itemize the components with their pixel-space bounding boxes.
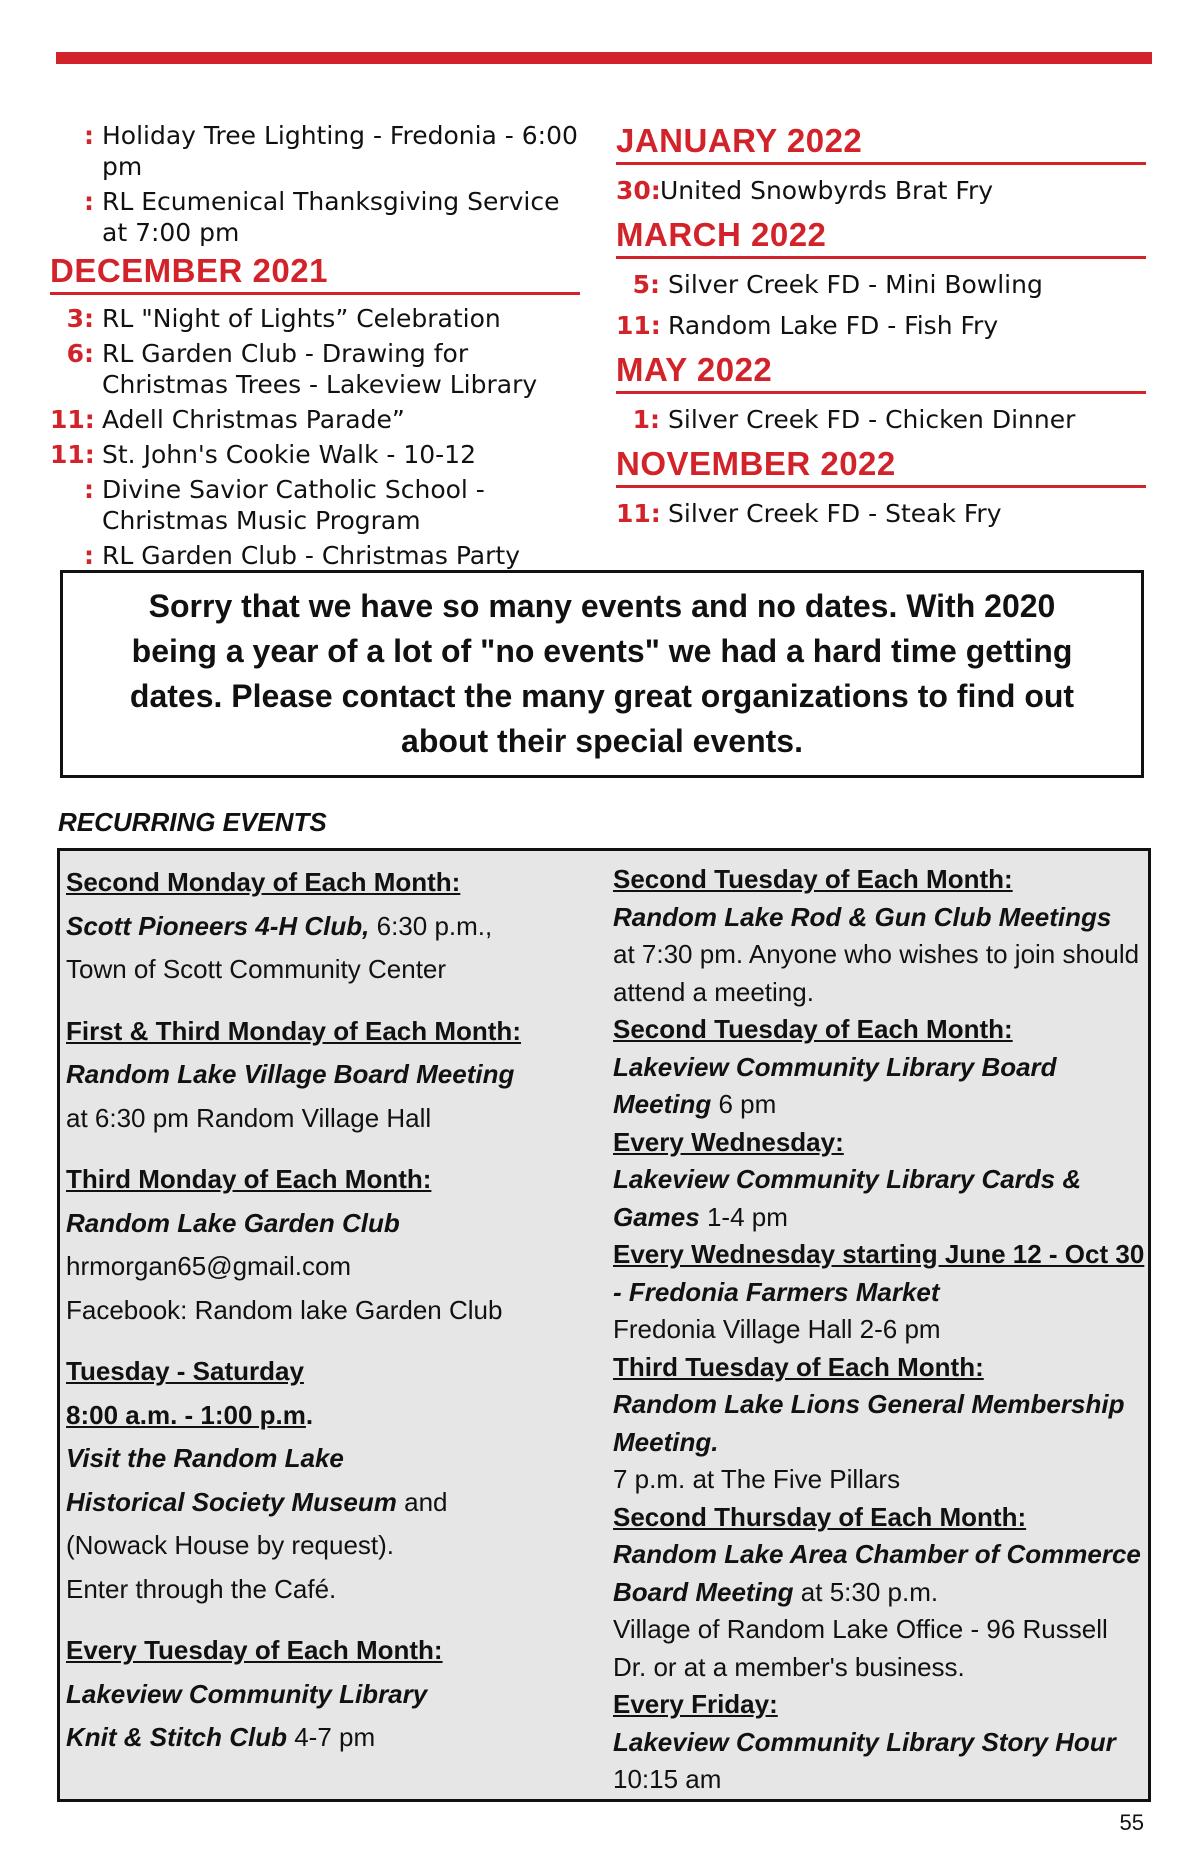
event-name: Random Lake Village Board Meeting xyxy=(66,1059,515,1089)
event-email: hrmorgan65@gmail.com xyxy=(66,1251,352,1281)
event-date: : xyxy=(84,475,94,504)
event-name: Lakeview Community Library Cards & Games xyxy=(613,1164,1082,1232)
event-date: 11: xyxy=(50,405,95,434)
recurring-schedule: Second Thursday of Each Month: xyxy=(613,1501,1027,1532)
event-detail: at 7:30 pm. Anyone who wishes to join should attend a meeting. xyxy=(613,939,1140,1007)
event-name: Random Lake Area Chamber of Commerce Board Meeting xyxy=(613,1539,1141,1607)
event-date: 30: xyxy=(616,176,661,205)
event-text: Adell Christmas Parade” xyxy=(102,405,405,434)
recurring-schedule: Every Wednesday starting June 12 - Oct 30 xyxy=(613,1239,1145,1269)
event-detail: (Nowack House by request). xyxy=(66,1530,395,1560)
recurring-schedule: Third Tuesday of Each Month: xyxy=(613,1351,984,1382)
event-detail: Enter through the Café. xyxy=(66,1573,337,1604)
event-item xyxy=(50,540,580,571)
recurring-entry xyxy=(613,1349,1148,1499)
event-name: Visit the Random Lake xyxy=(66,1443,344,1473)
event-date: : xyxy=(84,187,94,216)
recurring-entry xyxy=(66,861,586,992)
recurring-schedule: Second Tuesday of Each Month: xyxy=(613,1014,1013,1044)
event-name: Knit & Stitch Club xyxy=(66,1722,287,1752)
event-time: 10:15 am xyxy=(613,1764,722,1794)
event-date: : xyxy=(84,541,94,570)
month-heading-november: NOVEMBER 2022 xyxy=(616,445,1146,488)
recurring-left-column xyxy=(66,861,586,1778)
event-text: St. John's Cookie Walk - 10-12 xyxy=(102,440,476,469)
event-detail: Facebook: Random lake Garden Club xyxy=(66,1294,503,1325)
event-date: 11: xyxy=(616,311,661,340)
event-item xyxy=(50,186,580,248)
event-date: : xyxy=(84,121,94,150)
event-date: 6: xyxy=(66,339,94,368)
event-text: Silver Creek FD - Mini Bowling xyxy=(668,270,1043,299)
event-date: 11: xyxy=(50,440,95,469)
recurring-events-box xyxy=(57,848,1151,1802)
event-item xyxy=(50,338,580,400)
top-red-bar xyxy=(56,52,1152,64)
event-date: 11: xyxy=(616,499,661,528)
event-time: at 5:30 p.m. xyxy=(793,1576,939,1607)
event-time: 4-7 pm xyxy=(286,1722,376,1752)
recurring-entry xyxy=(613,1011,1148,1124)
event-text: RL Garden Club - Drawing for Christmas Trees - Lakeview Library xyxy=(102,339,538,399)
event-text: Silver Creek FD - Steak Fry xyxy=(668,499,1002,528)
notice-box xyxy=(60,570,1144,778)
notice-text: Sorry that we have so many events and no dates. With 2020 being a year of a lot of "no events" we had a hard time getting dates. Please contact the many great organizations to find out about their special events. xyxy=(129,588,1075,759)
recurring-entry xyxy=(66,1010,586,1141)
event-name: Lakeview Community Library Story Hour xyxy=(613,1726,1116,1757)
recurring-entry xyxy=(613,1236,1148,1349)
event-item xyxy=(616,498,1146,529)
left-calendar-column xyxy=(50,120,580,575)
event-name: Lakeview Community Library Board Meeting xyxy=(613,1051,1057,1119)
event-item xyxy=(50,303,580,334)
event-time: 1-4 pm xyxy=(699,1201,788,1232)
event-date: 3: xyxy=(66,304,94,333)
event-date: 1: xyxy=(632,405,660,434)
event-item xyxy=(616,175,1146,206)
right-calendar-column xyxy=(616,120,1146,539)
recurring-schedule: Every Tuesday of Each Month: xyxy=(66,1635,443,1665)
event-detail: at 6:30 pm Random Village Hall xyxy=(66,1102,432,1133)
event-name: Historical Society Museum xyxy=(66,1486,397,1517)
event-item xyxy=(50,120,580,182)
event-name: Random Lake Garden Club xyxy=(66,1207,400,1238)
month-heading-january: JANUARY 2022 xyxy=(616,122,1146,165)
recurring-schedule: Second Tuesday of Each Month: xyxy=(613,864,1013,894)
event-text: Divine Savior Catholic School - Christmas Music Program xyxy=(102,475,485,535)
event-item xyxy=(50,404,580,435)
event-item xyxy=(50,474,580,536)
month-heading-march: MARCH 2022 xyxy=(616,216,1146,259)
recurring-schedule: First & Third Monday of Each Month: xyxy=(66,1015,521,1046)
event-name: Random Lake Lions General Membership Meeting. xyxy=(613,1389,1125,1457)
event-time: 6 pm xyxy=(711,1089,777,1119)
event-detail: Town of Scott Community Center xyxy=(66,954,447,984)
event-date: 5: xyxy=(632,270,660,299)
month-heading-december: DECEMBER 2021 xyxy=(50,252,580,295)
event-detail: and xyxy=(396,1486,448,1517)
event-detail: Village of Random Lake Office - 96 Russell Dr. or at a member's business. xyxy=(613,1614,1108,1682)
event-text: Silver Creek FD - Chicken Dinner xyxy=(668,405,1076,434)
recurring-schedule: Tuesday - Saturday xyxy=(66,1356,304,1386)
event-name: - Fredonia Farmers Market xyxy=(613,1276,940,1307)
event-text: United Snowbyrds Brat Fry xyxy=(660,176,994,205)
event-item xyxy=(616,404,1146,435)
event-time: 6:30 p.m., xyxy=(369,910,493,941)
event-text: RL Garden Club - Christmas Party xyxy=(102,541,520,570)
recurring-entry xyxy=(613,1686,1148,1799)
event-name: Lakeview Community Library xyxy=(66,1678,428,1709)
event-text: RL "Night of Lights” Celebration xyxy=(102,304,501,333)
recurring-events-title: RECURRING EVENTS xyxy=(58,807,327,837)
recurring-schedule: Every Wednesday: xyxy=(613,1126,844,1157)
recurring-right-column xyxy=(613,861,1148,1799)
event-text: Random Lake FD - Fish Fry xyxy=(668,311,999,340)
event-detail: Fredonia Village Hall 2-6 pm xyxy=(613,1314,941,1344)
event-item xyxy=(616,269,1146,300)
recurring-hours: 8:00 a.m. - 1:00 p.m xyxy=(66,1399,306,1430)
recurring-entry xyxy=(66,1629,586,1760)
punctuation: . xyxy=(305,1399,314,1430)
event-text: RL Ecumenical Thanksgiving Service at 7:00 pm xyxy=(102,187,560,247)
recurring-schedule: Every Friday: xyxy=(613,1689,778,1719)
recurring-schedule: Second Monday of Each Month: xyxy=(66,867,461,897)
event-text: Holiday Tree Lighting - Fredonia - 6:00 pm xyxy=(102,121,578,181)
recurring-entry xyxy=(66,1158,586,1332)
event-name: Scott Pioneers 4-H Club, xyxy=(66,910,370,941)
recurring-schedule: Third Monday of Each Month: xyxy=(66,1164,432,1194)
recurring-entry xyxy=(613,861,1148,1011)
month-heading-may: MAY 2022 xyxy=(616,351,1146,394)
page-number: 55 xyxy=(1119,1810,1144,1835)
event-name: Random Lake Rod & Gun Club Meetings xyxy=(613,901,1112,932)
recurring-entry xyxy=(613,1124,1148,1237)
event-item xyxy=(50,439,580,470)
event-detail: 7 p.m. at The Five Pillars xyxy=(613,1464,901,1494)
recurring-entry xyxy=(613,1499,1148,1687)
recurring-entry xyxy=(66,1350,586,1611)
event-item xyxy=(616,310,1146,341)
